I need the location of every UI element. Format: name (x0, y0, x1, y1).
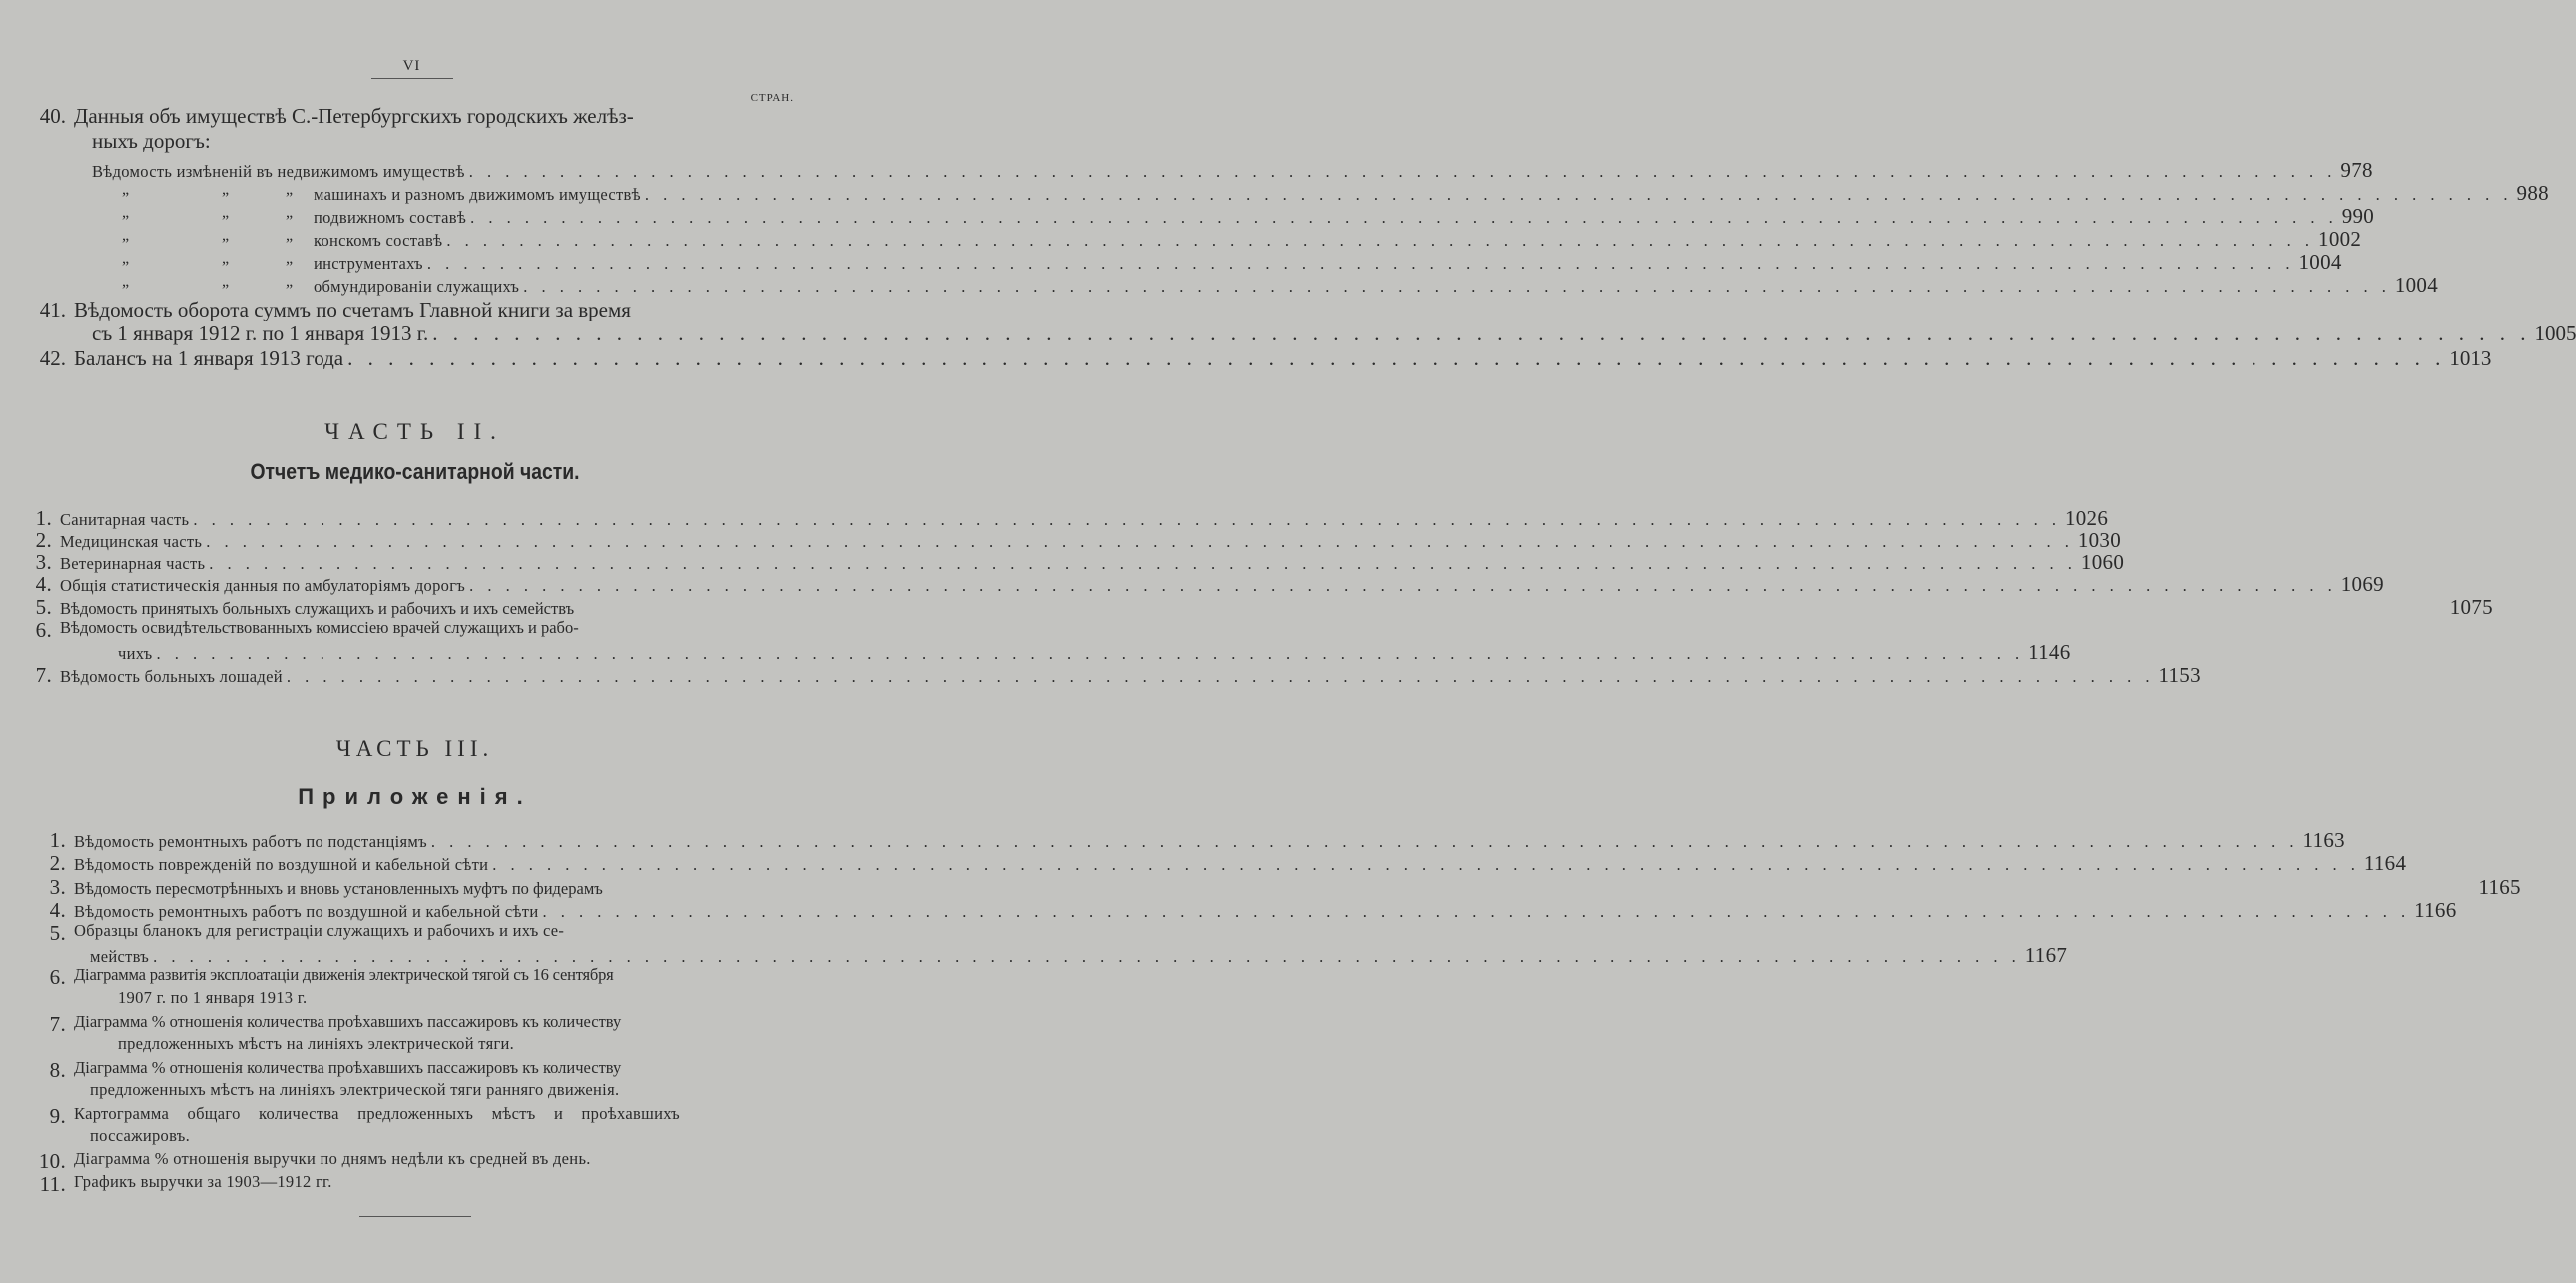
entry-number: 5. (35, 595, 52, 619)
entry-text: Вѣдомость поврежденій по воздушной и кабельной сѣти (74, 855, 489, 874)
page-number: 1163 (2302, 828, 2345, 852)
entry-number: 4. (49, 898, 66, 922)
toc-entry (0, 618, 830, 642)
page-number: 1153 (2158, 663, 2201, 687)
dot-leader (287, 667, 2155, 687)
entry-number: 2. (35, 528, 52, 552)
entry-number: 41. (39, 298, 66, 321)
entry-number: 9. (49, 1104, 66, 1128)
entry-text: Санитарная часть (60, 510, 190, 529)
dot-leader (470, 208, 2338, 228)
dot-leader (431, 832, 2299, 852)
dot-leader (427, 254, 2295, 274)
ditto-mark: „ (122, 204, 130, 221)
ditto-mark: „ (286, 273, 294, 290)
entry-number: 8. (49, 1058, 66, 1082)
page-column-header: СТРАН. (750, 92, 794, 104)
toc-entry (0, 965, 830, 989)
toc-entry-continuation (0, 1034, 830, 1054)
folio-rule (371, 78, 453, 79)
entry-number: 1. (49, 828, 66, 852)
page-number: 1005 (2534, 321, 2576, 345)
dot-leader (206, 532, 2074, 552)
entry-number: 11. (39, 1172, 66, 1196)
subentry-text: машинахъ и разномъ движимомъ имуществѣ (314, 185, 641, 204)
toc-entry (0, 828, 2345, 853)
page-number: 978 (2340, 158, 2373, 182)
toc-entry-continuation (0, 1080, 830, 1100)
dot-leader (645, 185, 2513, 205)
dot-leader (193, 510, 2061, 530)
subentry-text: инструментахъ (314, 254, 423, 273)
entry-text: Діаграмма % отношенія количества проѣхавшихъ пассажировъ къ количеству (74, 1058, 622, 1077)
page-number: 1166 (2414, 898, 2457, 922)
toc-entry-continuation (0, 321, 2576, 346)
entry-text: Вѣдомость пересмотрѣнныхъ и вновь установленныхъ муфтъ по фидерамъ (74, 879, 603, 898)
toc-entry (0, 1104, 830, 1128)
ditto-mark: „ (122, 273, 130, 290)
dot-leader (469, 576, 2337, 596)
part-title: Приложенія. (298, 784, 532, 809)
page-number: 990 (2341, 204, 2375, 228)
entry-number: 42. (39, 346, 66, 370)
entry-number: 5. (49, 921, 66, 945)
page-number: 1026 (2064, 506, 2109, 530)
dot-leader (446, 231, 2314, 251)
dot-leader (209, 554, 2077, 574)
ditto-mark: „ (286, 250, 294, 267)
entry-text: предложенныхъ мѣстъ на линіяхъ электрической тяги. (118, 1034, 515, 1053)
entry-text: Общія статистическія данныя по амбулаторіямъ дорогъ (60, 576, 466, 595)
dot-leader (153, 947, 2021, 966)
dot-leader (523, 277, 2391, 297)
toc-entry-continuation (0, 640, 2071, 665)
dot-leader (432, 321, 2530, 346)
entry-number: 3. (49, 875, 66, 899)
toc-entry (0, 1058, 830, 1082)
toc-subentry (0, 181, 2549, 206)
toc-subentry (0, 204, 2375, 229)
page-number: 1165 (2478, 875, 2521, 899)
entry-number: 7. (35, 663, 52, 687)
entry-text: Графикъ выручки за 1903—1912 гг. (74, 1172, 332, 1191)
entry-number: 4. (35, 572, 52, 596)
entry-text: Діаграмма развитія эксплоатаціи движенія электрической тягой съ 16 сентября (74, 965, 614, 984)
subentry-text: обмундированіи служащихъ (314, 277, 520, 296)
entry-text: чихъ (118, 644, 153, 663)
toc-entry-continuation (0, 1126, 830, 1146)
page-number: 1060 (2080, 550, 2125, 574)
dot-leader (347, 346, 2445, 371)
entry-text: Вѣдомость принятыхъ больныхъ служащихъ и рабочихъ и ихъ семействъ (60, 599, 575, 618)
entry-number: 7. (49, 1012, 66, 1036)
toc-entry (0, 921, 830, 945)
page-number: 1164 (2363, 851, 2407, 875)
closing-rule (359, 1216, 471, 1217)
entry-text: Вѣдомость ремонтныхъ работъ по воздушной и кабельной сѣти (74, 902, 539, 921)
entry-text: Балансъ на 1 января 1913 года (74, 346, 344, 370)
entry-number: 1. (35, 506, 52, 530)
ditto-mark: „ (222, 250, 230, 267)
ditto-mark: „ (122, 250, 130, 267)
dot-leader (156, 644, 2024, 664)
toc-subentry (0, 273, 2439, 298)
entry-number: 2. (49, 851, 66, 875)
page-number: 1167 (2024, 943, 2068, 966)
entry-number: 10. (38, 1149, 66, 1173)
ditto-mark: „ (286, 181, 294, 198)
part-title: Отчетъ медико-санитарной части. (250, 459, 580, 484)
toc-entry (0, 104, 830, 129)
toc-entry (0, 298, 830, 322)
entry-text: Вѣдомость оборота суммъ по счетамъ Главной книги за время (74, 298, 631, 321)
toc-entry (0, 898, 2457, 923)
page-number: 1013 (2449, 346, 2492, 370)
part-heading: ЧАСТЬ III. (335, 736, 494, 761)
subentry-text: Вѣдомость измѣненій въ недвижимомъ имуществѣ (92, 162, 465, 181)
entry-text: Образцы бланокъ для регистраціи служащихъ и рабочихъ и ихъ се- (74, 921, 565, 940)
toc-subentry (0, 158, 2373, 183)
page-number: 1075 (2449, 595, 2493, 619)
entry-text: мействъ (90, 947, 150, 965)
entry-number: 3. (35, 550, 52, 574)
ditto-mark: „ (286, 227, 294, 244)
entry-number: 6. (49, 965, 66, 989)
toc-entry (0, 1012, 830, 1036)
toc-entry-continuation (0, 943, 2068, 967)
entry-text: Медицинская часть (60, 532, 203, 551)
toc-entry (0, 1149, 830, 1173)
subentry-text: конскомъ составѣ (314, 231, 443, 250)
toc-entry-continuation (0, 988, 830, 1008)
entry-text: Картограмма общаго количества предложенныхъ мѣстъ и проѣхавшихъ (74, 1104, 680, 1123)
ditto-mark: „ (222, 204, 230, 221)
entry-text: Вѣдомость освидѣтельствованныхъ комиссіею врачей служащихъ и рабо- (60, 618, 579, 637)
ditto-mark: „ (286, 204, 294, 221)
ditto-mark: „ (222, 227, 230, 244)
ditto-mark: „ (122, 181, 130, 198)
part-heading: ЧАСТЬ II. (324, 419, 505, 444)
page-number: 1146 (2028, 640, 2071, 664)
entry-text: поссажировъ. (90, 1126, 191, 1145)
entry-text: предложенныхъ мѣстъ на линіяхъ электрической тяги ранняго движенія. (90, 1080, 620, 1099)
entry-text: Діаграмма % отношенія количества проѣхавшихъ пассажировъ къ количеству (74, 1012, 622, 1031)
toc-entry (0, 595, 2493, 620)
page-number: 1002 (2318, 227, 2362, 251)
ditto-mark: „ (222, 273, 230, 290)
toc-entry (0, 875, 2521, 900)
ditto-mark: „ (222, 181, 230, 198)
entry-text: Ветеринарная часть (60, 554, 206, 573)
dot-leader (492, 855, 2360, 875)
toc-subentry (0, 227, 2362, 252)
entry-text: Діаграмма % отношенія выручки по днямъ недѣли къ средней въ день. (74, 1149, 591, 1168)
toc-entry (0, 663, 2201, 688)
toc-entry (0, 346, 2492, 371)
page-number: 1004 (2394, 273, 2439, 297)
dot-leader (542, 902, 2410, 922)
entry-text: съ 1 января 1912 г. по 1 января 1913 г. (92, 321, 429, 345)
toc-entry (0, 1172, 830, 1196)
entry-text: Вѣдомость больныхъ лошадей (60, 667, 283, 686)
dot-leader (469, 162, 2337, 182)
page-number: 1030 (2077, 528, 2122, 552)
entry-text: Вѣдомость ремонтныхъ работъ по подстанціямъ (74, 832, 427, 851)
page-number: 988 (2516, 181, 2549, 205)
entry-number: 40. (39, 104, 66, 128)
entry-text: ныхъ дорогъ: (92, 129, 211, 153)
subentry-text: подвижномъ составѣ (314, 208, 467, 227)
toc-entry (0, 851, 2407, 876)
page-number: 1069 (2340, 572, 2384, 596)
page-folio: VI (402, 58, 421, 74)
entry-text: Данныя объ имуществѣ С.-Петербургскихъ городскихъ желѣз- (74, 104, 634, 128)
entry-number: 6. (35, 618, 52, 642)
entry-text: 1907 г. по 1 января 1913 г. (118, 988, 308, 1007)
toc-subentry (0, 250, 2342, 275)
toc-entry-continuation (0, 129, 830, 154)
page-number: 1004 (2298, 250, 2342, 274)
toc-entry (0, 572, 2384, 597)
ditto-mark: „ (122, 227, 130, 244)
